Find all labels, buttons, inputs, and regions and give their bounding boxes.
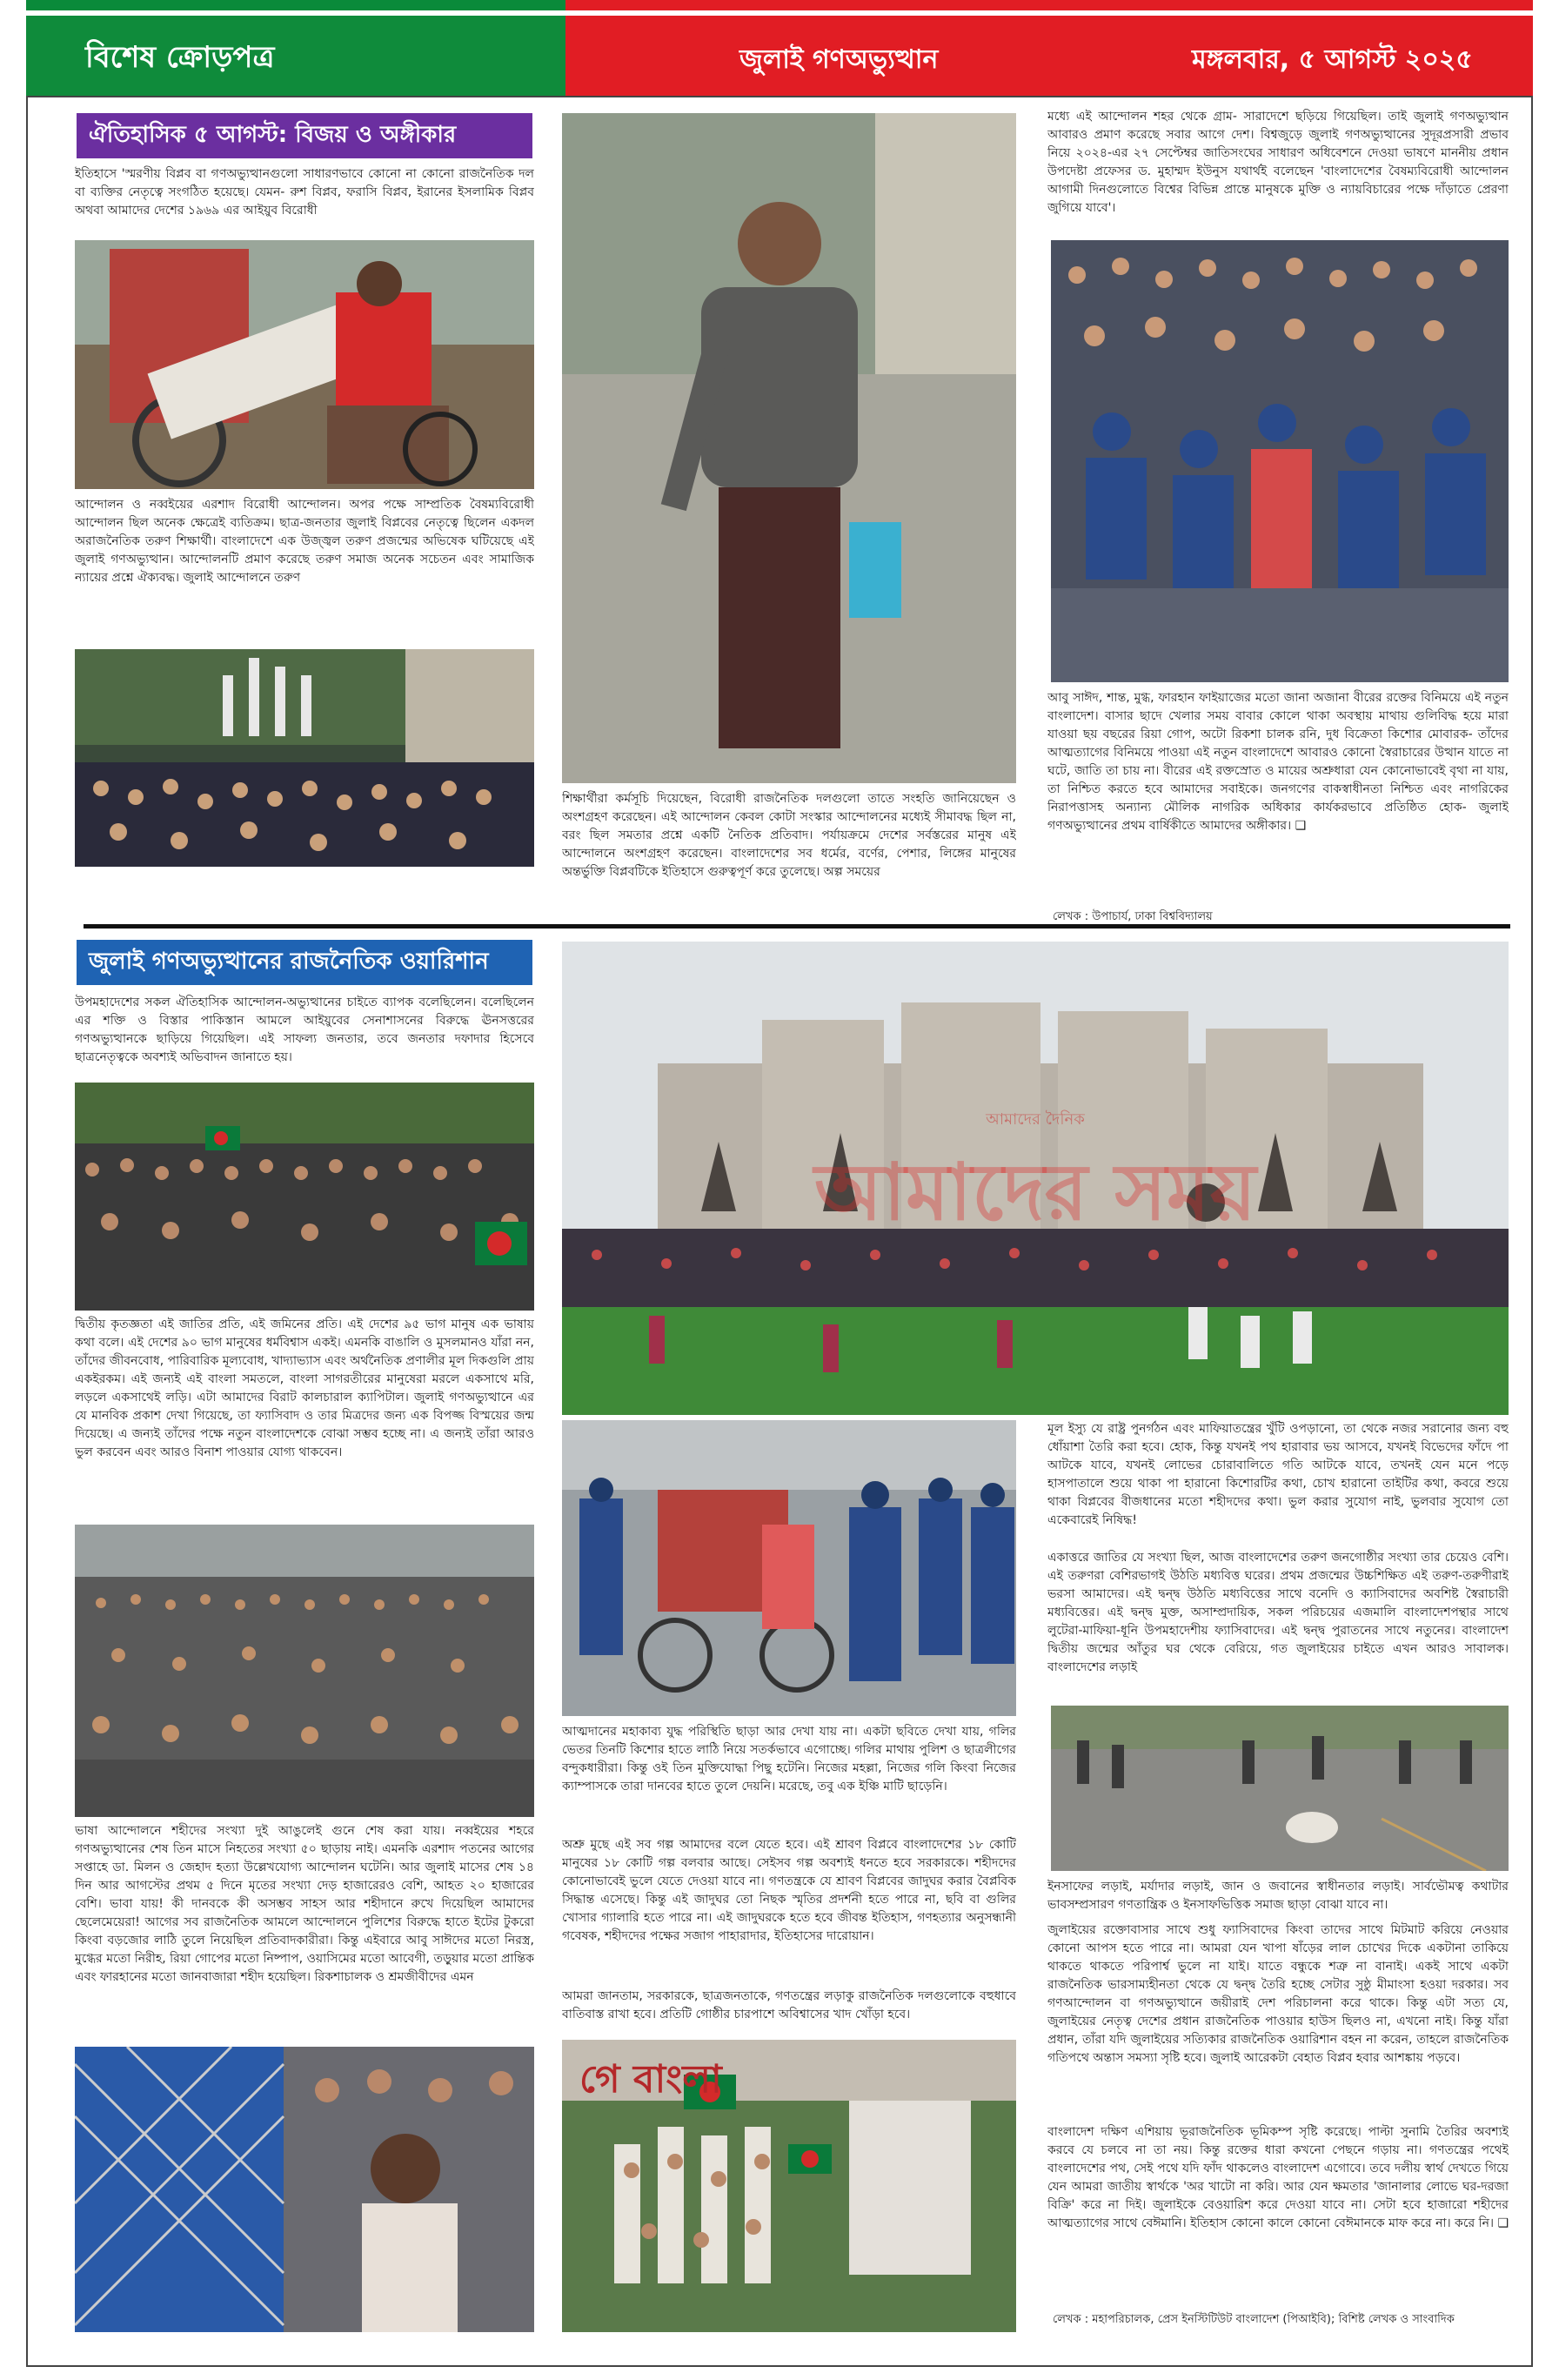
header-left-band (26, 16, 565, 96)
article1-col1-para1 (75, 165, 534, 230)
supplement-title: বিশেষ ক্রোড়পত্র (85, 40, 275, 75)
article2-col3-text4: জুলাইয়ের রক্তোবাসার সাথে শুধু ফ্যাসিবাদের কিংবা তাদের সাথে মিটমাট করিয়ে নেওয়ার কোনো আপস হতে পারে না। আমরা যেন খাপা ষাঁড়ের লাল চোখের দিকে একটানা তাকিয়ে থাকতে থাকতে পরিপার্শ্ব ভুলে না যাই। যাতে বন্ধুকে শত্রু না বানাই। একই সাথে একটা রাজনৈতিক ভারসাম্যহীনতা থেকে যে দ্বন্দ্ব তৈরি হচ্ছে সেটার সুষ্ঠু মীমাংসা হওয়া দরকার। সব গণআন্দোলন বা গণঅভ্যুত্থানে জয়ীরাই দেশ পরিচালনা করে থাকে। কিন্তু এটা সত্য যে, জুলাইয়ের নেতৃত্ব দেশের প্রধান রাজনৈতিক পাওয়ার হাউস ছিলও না, এখনো নাই। কিন্তু যাঁরা প্রধান, তাঁরা যদি জুলাইয়ের সত্যিকার রাজনৈতিক ওয়ারিশান বহন না করেন, তাহলে রাজনৈতিক গতিপথে অন্তাস সমস্যা সৃষ্টি হবে। জুলাই আরেকটা বেহাত বিপ্লব হবার আশঙ্কায় পড়বে। (1047, 1923, 1509, 2065)
photo-woman-van (75, 2047, 534, 2332)
photo-icon (75, 649, 534, 867)
top-color-strip (26, 0, 1533, 10)
article2-col3-text1: মূল ইস্যু যে রাষ্ট্র পুনর্গঠন এবং মাফিয়াতন্ত্রের খুঁটি ওপড়ানো, তা থেকে নজর সরানোর জন্য বহু ধোঁয়াশা তৈরি করা হবে। হোক, কিন্তু যখনই পথ হারাবার ভয় আসবে, যখনই বিভেদের ফাঁদে পা আটকে যাবে, যখনই লোভের চোরাবালিতে গতি আটকে যাবে, তখনই যেন মনে পড়ে হাসপাতালে শুয়ে থাকা পা হারানো কিশোরটির কথা, চোখ হারানো তাইটির কথা, কবরে শুয়ে থাকা বিপ্লবের বীজধানের মতো শহীদদের কথা। ভুল করার সুযোগ নাই, ভুলবার সুযোগ তো একেবারেই নিষিদ্ধ! (1047, 1422, 1509, 1527)
article2-col1-para3 (75, 1822, 534, 2041)
article2-col2-para1 (562, 1723, 1016, 1833)
photo-icon (1051, 1706, 1509, 1871)
photo-street-prostrate (1051, 1706, 1509, 1871)
article2-col1-text1: উপমহাদেশের সকল ঐতিহাসিক আন্দোলন-অভ্যুত্থানের চাইতে ব্যাপক বলেছিলেন। বলেছিলেন এর শক্তি ও বিস্তার পাকিস্তান আমলে আইয়ুবের সেনাশাসনের বিরুদ্ধে ঊনসত্তরের গণঅভ্যুত্থানকে ছাড়িয়ে গিয়েছিল। এই সাফল্য জনতার, তবে জনতার দফাদার হিসেবে ছাত্রনেতৃত্বকে অবশ্যই অভিবাদন জানাতে হয়। (75, 996, 534, 1064)
article2-byline: লেখক : মহাপরিচালক, প্রেস ইনস্টিটিউট বাংলাদেশ (পিআইবি); বিশিষ্ট লেখক ও সাংবাদিক (1053, 2313, 1455, 2326)
article2-headline: জুলাই গণঅভ্যুত্থানের রাজনৈতিক ওয়ারিশান (77, 940, 532, 985)
photo-icon (75, 1525, 534, 1817)
photo-icon (1051, 240, 1509, 682)
article2-col1-text2: দ্বিতীয় কৃতজ্ঞতা এই জাতির প্রতি, এই জমিনের প্রতি। এই দেশের ৯৫ ভাগ মানুষ এক ভাষায় কথা বলে। এই দেশের ৯০ ভাগ মানুষের ধর্মবিশ্বাস একই। এমনকি বাঙালি ও মুসলমানও যাঁরা নন, তাঁদের জীবনবোধ, পারিবারিক মূল্যবোধ, খাদ্যাভ্যাস এবং অর্থনৈতিক প্রণালীর মূল দিকগুলি প্রায় একইরকম। এই জন্যই এই বাংলা সমতলে, বাংলা সাগরতীরের মানুষেরা মরলে একসাথে মরি, লড়লে একসাথেই লড়ি। এটা আমাদের বিরাট কালচারাল ক্যাপিটাল। জুলাই গণঅভ্যুত্থানে এর যে মানবিক প্রকাশ দেখা গিয়েছে, তা ফ্যাসিবাদ ও তার মিত্রদের জন্য এক বিপজ্জ বিস্ময়ের জন্ম দিয়েছে। এ জন্যই তাঁদের পক্ষে নতুন বাংলাদেশকে বোঝা সম্ভব হচ্ছে না। এ জন্যই তাঁরা আরও ভুল করবেন এবং আরও বিনাশ পাওয়ার যোগ্য থাকবেন। (75, 1317, 534, 1459)
photo-monument-flags (562, 2040, 1016, 2332)
article1-headline: ঐতিহাসিক ৫ আগস্ট: বিজয় ও অঙ্গীকার (77, 113, 532, 158)
article1-col1-para2 (75, 496, 534, 642)
photo-shaheed-minar-crowd (75, 649, 534, 867)
section-title: জুলাই গণঅভ্যুত্থান (739, 44, 939, 75)
article2-col2-text2: অশ্রু মুছে এই সব গল্প আমাদের বলে যেতে হবে। এই শ্রাবণ বিপ্লবে বাংলাদেশের ১৮ কোটি মানুষের ১৮ কোটি গল্প বলবার আছে। সেইসব গল্প অবশ্যই ধনতে হবে সরকারকে। শহীদদের কোনোভাবেই ভুলে যেতে দেওয়া যাবে না। গণতন্ত্রকে যে শ্রাবণ বিপ্লবের জাদুঘর করার বৈপ্লবিক সিদ্ধান্ত এসেছে। কিন্তু এই জাদুঘর তো নিছক স্মৃতির প্রদর্শনী হতে পারে না, ছবি বা গুলির খোসার গ্যালারি হতে পারে না। এই জাদুঘরকে হতে হবে জীবন্ত ইতিহাস, গণহত্যার অনুসন্ধানী গবেষক, শহীদদের পক্ষের সজাগ পাহারাদার, ইতিহাসের দারোয়ান। (562, 1838, 1016, 1943)
watermark-small: আমাদের দৈনিক (986, 1110, 1085, 1129)
article1-col2-para1 (562, 790, 1016, 900)
article2-col1-para2 (75, 1316, 534, 1523)
article2-col1-para1 (75, 994, 534, 1079)
article1-col1-text1: ইতিহাসে 'স্মরণীয় বিপ্লব বা গণঅভ্যুত্থানগুলো সাধারণভাবে কোনো না কোনো রাজনৈতিক দল বা ব্যক্তির নেতৃত্বে সংগঠিত হয়েছে। যেমন- রুশ বিপ্লব, ফরাসি বিপ্লব, ইরানের ইসলামিক বিপ্লব অথবা আমাদের দেশের ১৯৬৯ এর আইয়ুব বিরোধী (75, 167, 534, 218)
photo-injured-rickshaw (75, 240, 534, 489)
photo-parliament (562, 942, 1509, 1415)
photo-icon (75, 240, 534, 489)
article2-col3-para5 (1047, 2123, 1509, 2306)
article1-col1-text2: আন্দোলন ও নব্বইয়ের এরশাদ বিরোধী আন্দোলন। অপর পক্ষে সাম্প্রতিক বৈষম্যবিরোধী আন্দোলন ছিল অনেক ক্ষেত্রেই ব্যতিক্রম। ছাত্র-জনতার জুলাই বিপ্লবের নেতৃত্বে ছিলেন একদল অরাজনৈতিক তরুণ শিক্ষার্থী। বাংলাদেশে এক উজ্জ্বল তরুণ প্রজন্মের অভিষেক ঘটিয়েছে এই জুলাই গণঅভ্যুত্থান। আন্দোলনটি প্রমাণ করেছে তরুণ সমাজ অনেক সচেতন এবং সামাজিক ন্যায়ের প্রশ্নে ঐক্যবদ্ধ। জুলাই আন্দোলনে তরুণ (75, 498, 534, 585)
photo-police-rickshaw (562, 1420, 1016, 1716)
article2-col2-text3: আমরা জানতাম, সরকারকে, ছাত্রজনতাকে, গণতন্ত্রের লড়াকু রাজনৈতিক দলগুলোকে বহুধাবে বাতিবাস্ত রাখা হবে। প্রতিটি গোষ্ঠীর চারপাশে অবিশ্বাসের খাদ খোঁড়া হবে। (562, 1989, 1016, 2021)
page-header (26, 16, 1533, 96)
photo-icon (562, 1420, 1016, 1716)
article2-col3-text2: একাত্তরে জাতির যে সংখ্যা ছিল, আজ বাংলাদেশের তরুণ জনগোষ্ঠীর সংখ্যা তার চেয়েও বেশি। এই তরুণরা বেশিরভাগই উঠতি মধ্যবিত্ত ঘরের। প্রথম প্রজন্মের উচ্চশিক্ষিত এই তরুণ-তরুণীরাই ভরসা আমাদের। এই দ্বন্দ্ব উঠতি মধ্যবিত্তের সাথে বনেদি ও ক্যাসিবাদের অবশিষ্ট স্বৈরাচারী মধ্যবিত্তের। এই দ্বন্দ্ব মুক্ত, অসাম্প্রদায়িক, সকল পরিচয়ের এজমালি বাংলাদেশপন্থার সাথে লুটেরা-মাফিয়া-ধূনি উপমহাদেশীয় ফ্যাসিবাদের। এই দ্বন্দ্ব পুরাতনের সাথে নতুনের। বাংলাদেশ দ্বিতীয় জন্মের আঁতুর ঘর থেকে বেরিয়ে, গত জুলাইয়ের চাইতে এখন আরও সাবালক। বাংলাদেশের লড়াই (1047, 1551, 1509, 1674)
photo-man-lanyard (562, 113, 1016, 783)
photo-crowd-police (1051, 240, 1509, 682)
photo-rally-flags (75, 1083, 534, 1311)
article1-col2-text1: শিক্ষার্থীরা কর্মসূচি দিয়েছেন, বিরোধী রাজনৈতিক দলগুলো তাতে সংহতি জানিয়েছেন ও অংশগ্রহণ করেছেন। এই আন্দোলন কেবল কোটা সংস্কার আন্দোলনের মধ্যেই সীমাবদ্ধ ছিল না, বরং ছিল সমতার প্রশ্নে একটি নৈতিক প্রতিবাদ। পর্যায়ক্রমে দেশের সর্বস্তরের মানুষ এই আন্দোলনে অংশগ্রহণ করেছেন। বাংলাদেশের সব ধর্মের, বর্ণের, পেশার, লিঙ্গের মানুষের অন্তর্ভুক্তি বিপ্লবটিকে ইতিহাসে গুরুত্বপূর্ণ করে তুলেছে। অল্প সময়ের (562, 792, 1016, 879)
issue-date: মঙ্গলবার, ৫ আগস্ট ২০২৫ (1192, 44, 1473, 75)
photo-icon (562, 113, 1016, 783)
photo-march-crowd (75, 1525, 534, 1817)
watermark-big: আমাদের সময় (814, 1147, 1256, 1238)
photo-icon (75, 2047, 534, 2332)
article1-col3-para2 (1047, 689, 1509, 896)
article2-col2-text1: আত্মদানের মহাকাব্য যুদ্ধ পরিস্থিতি ছাড়া আর দেখা যায় না। একটা ছবিতে দেখা যায়, গলির ভেতর তিনটি কিশোর হাতে লাঠি নিয়ে সতর্কভাবে এগোচ্ছে। গলির মাথায় পুলিশ ও ছাত্রলীগের বন্দুকধারীরা। কিন্তু ওই তিন মুক্তিযোদ্ধা পিছু হটেনি। নিজের মহল্লা, নিজের গলি কিংবা নিজের ক্যাম্পাসকে তারা দানবের হাতে তুলে দেয়নি। মরেছে, তবু এক ইঞ্চি মাটি ছাড়েনি। (562, 1725, 1016, 1793)
article1-col3-para1 (1047, 108, 1509, 235)
article2-col3-text3: ইনসাফের লড়াই, মর্যাদার লড়াই, জান ও জবানের স্বাধীনতার লড়াই। সার্বভৌমত্ব কথাটার ভাবসম্প্রসারণ গণতান্ত্রিক ও ইনসাফভিত্তিক সমাজ ছাড়া বোঝা যাবে না। (1047, 1880, 1509, 1912)
monument-banner-text: গে বাংলা (579, 2057, 722, 2102)
photo-icon (75, 1083, 534, 1311)
article2-col3-para3 (1047, 1878, 1509, 1916)
section-divider (84, 924, 1510, 929)
article2-col3-para2 (1047, 1549, 1509, 1695)
article1-byline: লেখক : উপাচার্য, ঢাকা বিশ্ববিদ্যালয় (1053, 910, 1213, 923)
header-right-band (565, 16, 1533, 96)
article2-col3-text5: বাংলাদেশ দক্ষিণ এশিয়ায় ভূরাজনৈতিক ভূমিকম্প সৃষ্টি করেছে। পাল্টা সুনামি তৈরির অবশ্যই করবে যে চলবে না তা নয়। কিন্তু রক্তের ধারা কখনো পেছনে গড়ায় না। গণতন্ত্রের পথেই বাংলাদেশের পথ, সেই পথে যদি ফাঁদ থাকলেও বাংলাদেশ এগোবে। তবে দলীয় স্বার্থ দেখতে গিয়ে যেন আমরা জাতীয় স্বার্থকে 'অর খাটো না করি। আর যেন ক্ষমতার 'জানালার লোভে ঘর-দরজা বিক্রি' করে না দিই। জুলাইকে বেওয়ারিশ করে দেওয়া যাবে না। সেটা হবে হাজারো শহীদের আত্মত্যাগের সাথে বেঈমানি। ইতিহাস কোনো কালে কোনো বেঈমানকে মাফ করে না। করে নি। ❑ (1047, 2125, 1509, 2230)
article2-col2-para3 (562, 1988, 1016, 2026)
article2-col2-para2 (562, 1836, 1016, 1982)
article2-col1-text3: ভাষা আন্দোলনে শহীদের সংখ্যা দুই আঙুলেই গুনে শেষ করা যায়। নব্বইয়ের শহরে গণঅভ্যুত্থানের শেষ তিন মাসে নিহতের সংখ্যা ৫০ ছাড়ায় নাই। এমনকি এরশাদ পতনের আগের সপ্তাহে ডা. মিলন ও জেহাদ হত্যা উল্লেখযোগ্য আন্দোলন ঘটেনি। আর জুলাই মাসের শেষ ১৪ দিন আর আগস্টের প্রথম ৫ দিনে মৃতের সংখ্যা দেড় হাজারেরও বেশি, আহত ২০ হাজারের বেশি। ভাবা যায়! কী দানবকে কী অসম্ভব সাহস আর শহীদানে রুখে দিয়েছিল আমাদের ছেলেমেয়েরা! আগের সব রাজনৈতিক আমলে আন্দোলনে পুলিশের বিরুদ্ধে হাতে ইটের টুকরো কিংবা বড়জোর লাঠি তুলে নিয়েছিল প্রতিবাদকারীরা। কিন্তু এইবারে আবু সাঈদের মতো নিরস্ত্র, মুগ্ধের মতো নিরীহ, রিয়া গোপের মতো নিষ্পাপ, ওয়াসিমের মতো আবেগী, তড়ুয়ার মতো প্রান্তিক এবং ফারহানের মতো জানবাজারা শহীদ হয়েছিল। রিকশাচালক ও শ্রমজীবীদের এমন (75, 1824, 534, 1984)
article1-col3-text2: আবু সাঈদ, শান্ত, মুগ্ধ, ফারহান ফাইয়াজের মতো জানা অজানা বীরের রক্তের বিনিময়ে এই নতুন বাংলাদেশ। বাসার ছাদে খেলার সময় বাবার কোলে থাকা অবস্থায় মাথায় গুলিবিদ্ধ হয়ে মারা যাওয়া ছয় বছরের রিয়া গোপ, অটো রিকশা চালক রনি, দুধ বিক্রেতা কিশোর মোবারক- তাঁদের আত্মত্যাগের বিনিময়ে পাওয়া এই নতুন বাংলাদেশে আবারও কোনো স্বৈরাচারের উত্থান যাতে না ঘটে, জাতি তা চায় না। বীরের এই রক্তস্রোত ও মায়ের অশ্রুধারা যেন কোনোভাবেই বৃথা না যায়, তা নিশ্চিত করতে হবে আমাদের সবাইকে। জনগণের বাকস্বাধীনতা নিশ্চিত এবং নাগরিকের নিরাপত্তাসহ অন্যান্য মৌলিক নাগরিক অধিকার কার্যকরভাবে প্রতিষ্ঠিত হোক- জুলাই গণঅভ্যুত্থানের প্রথম বার্ষিকীতে আমাদের অঙ্গীকার। ❑ (1047, 691, 1509, 833)
article2-col3-para4 (1047, 1921, 1509, 2122)
article1-col3-text1: মধ্যে এই আন্দোলন শহর থেকে গ্রাম- সারাদেশে ছড়িয়ে গিয়েছিল। তাই জুলাই গণঅভ্যুত্থান আবারও প্রমাণ করেছে সবার আগে দেশ। বিশ্বজুড়ে জুলাই গণঅভ্যুত্থানের সুদূরপ্রসারী প্রভাব নিয়ে ২০২৪-এর ২৭ সেপ্টেম্বর জাতিসংঘের সাধারণ অধিবেশনে দেওয়া ভাষণে মাননীয় প্রধান উপদেষ্টা প্রফেসর ড. মুহাম্মদ ইউনুস যথার্থই বলেছেন 'বাংলাদেশের বৈষম্যবিরোধী আন্দোলন আগামী দিনগুলোতে বিশ্বের বিভিন্ন প্রান্তে মানুষকে মুক্তি ও ন্যায়বিচারের পক্ষে দাঁড়াতে প্রেরণা জুগিয়ে যাবে'। (1047, 110, 1509, 215)
